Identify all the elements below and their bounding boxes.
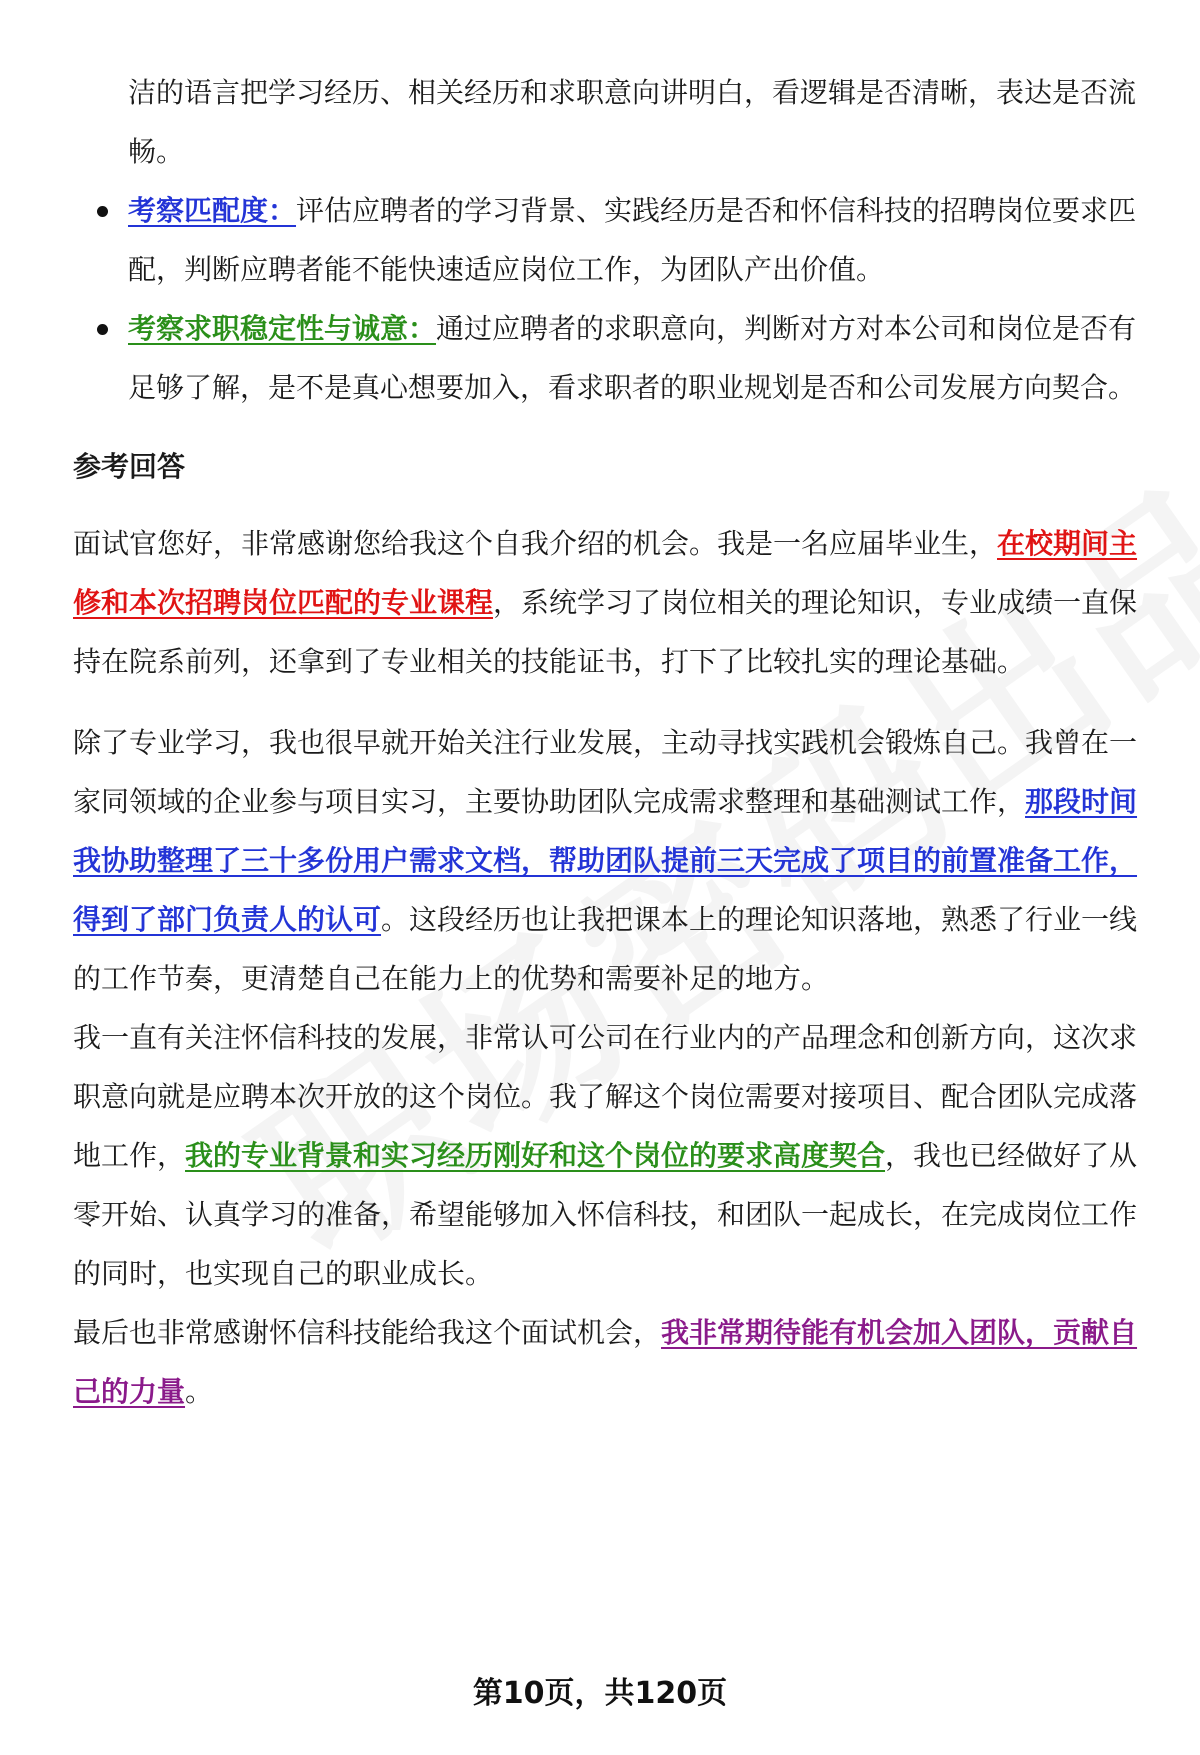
bullet-dot-icon bbox=[97, 206, 108, 217]
intro-continuation: 洁的语言把学习经历、相关经历和求职意向讲明白，看逻辑是否清晰，表达是否流畅。 bbox=[128, 76, 1137, 168]
paragraph-text: ，我也已经做好了从零开始、认真学习的准备，希望能够加入怀信科技，和团队一起成长，在完成岗位工作的同时，也实现自己的职业成长。 bbox=[73, 1139, 1138, 1290]
paragraph-text: 最后也非常感谢怀信科技能给我这个面试机会， bbox=[73, 1316, 662, 1349]
paragraph-text: 面试官您好，非常感谢您给我这个自我介绍的机会。我是一名应届毕业生， bbox=[73, 527, 998, 560]
criterion-text-match: 评估应聘者的学习背景、实践经历是否和怀信科技的招聘岗位要求匹配，判断应聘者能不能快速适应岗位工作，为团队产出价值。 bbox=[128, 194, 1137, 286]
paragraph-text: 除了专业学习，我也很早就开始关注行业发展，主动寻找实践机会锻炼自己。我曾在一家同领域的企业参与项目实习，主要协助团队完成需求整理和基础测试工作， bbox=[73, 726, 1138, 818]
criterion-label-match: 考察匹配度： bbox=[128, 194, 297, 227]
page-content bbox=[73, 63, 1143, 1421]
paragraph-text: 。这段经历也让我把课本上的理论知识落地，熟悉了行业一线的工作节奏，更清楚自己在能力上的优势和需要补足的地方。 bbox=[73, 903, 1138, 995]
answer-paragraph-3 bbox=[73, 1008, 1143, 1303]
criterion-text-stability: 通过应聘者的求职意向，判断对方对本公司和岗位是否有足够了解，是不是真心想要加入，看求职者的职业规划是否和公司发展方向契合。 bbox=[128, 312, 1137, 404]
section-title: 参考回答 bbox=[73, 450, 186, 483]
paragraph-text: ，系统学习了岗位相关的理论知识，专业成绩一直保持在院系前列，还拿到了专业相关的技能证书，打下了比较扎实的理论基础。 bbox=[73, 586, 1138, 678]
answer-paragraph-2 bbox=[73, 713, 1143, 1008]
criterion-label-stability: 考察求职稳定性与诚意： bbox=[128, 312, 437, 345]
criteria-list bbox=[73, 181, 1143, 417]
spacer bbox=[73, 691, 1143, 713]
paragraph-text: 我一直有关注怀信科技的发展，非常认可公司在行业内的产品理念和创新方向，这次求职意向就是应聘本次开放的这个岗位。我了解这个岗位需要对接项目、配合团队完成落地工作， bbox=[73, 1021, 1138, 1172]
answer-paragraph-1 bbox=[73, 514, 1143, 691]
highlight-blue: 那段时间我协助整理了三十多份用户需求文档，帮助团队提前三天完成了项目的前置准备工作，得到了部门负责人的认可 bbox=[73, 785, 1138, 936]
page-number: 第10页，共120页 bbox=[472, 1676, 728, 1711]
answer-paragraph-4 bbox=[73, 1303, 1143, 1421]
highlight-purple: 我非常期待能有机会加入团队，贡献自己的力量 bbox=[73, 1316, 1138, 1408]
list-item bbox=[73, 299, 1143, 417]
highlight-red: 在校期间主修和本次招聘岗位匹配的专业课程 bbox=[73, 527, 1138, 619]
bullet-dot-icon bbox=[97, 324, 108, 335]
list-item bbox=[73, 181, 1143, 299]
highlight-green: 我的专业背景和实习经历刚好和这个岗位的要求高度契合 bbox=[185, 1139, 886, 1172]
paragraph-text: 。 bbox=[185, 1375, 214, 1408]
